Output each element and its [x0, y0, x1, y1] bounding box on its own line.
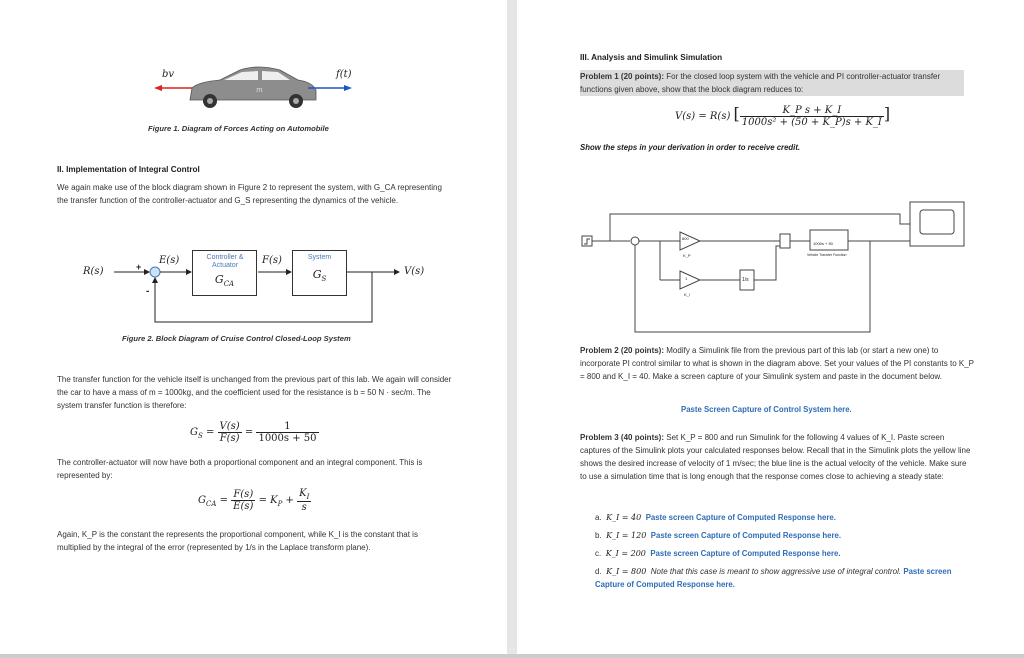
vehicle-tf-value: 1000s + 50 [813, 241, 833, 246]
summing-junction [150, 267, 160, 277]
figure-1-caption: Figure 1. Diagram of Forces Acting on Automobile [148, 124, 329, 133]
gca-subscript: CA [223, 280, 235, 289]
kp-gain-block [680, 232, 700, 250]
vehicle-tf-label: Vehicle Transfer Function [807, 253, 847, 257]
kp-gain-value: 800 [682, 236, 689, 241]
document-page-right [517, 0, 1024, 658]
controller-actuator-block [192, 250, 257, 296]
r-signal-label: R(s) [83, 266, 104, 277]
ki-gain-value: 1 [685, 276, 688, 281]
system-block-label: System [307, 254, 332, 261]
figure-2-caption: Figure 2. Block Diagram of Cruise Control Closed-Loop System [122, 334, 351, 343]
section-2-intro: We again make use of the block diagram shown in Figure 2 to represent the system, with G_CA representing the transfer function of the controller-actuator and G_S representing the dynamics of the vehicle. [57, 183, 442, 205]
sim-sum-block [631, 237, 639, 245]
bottom-scrollbar[interactable] [0, 654, 1024, 658]
kp-gain-label: K_P [683, 253, 691, 258]
show-steps-note: Show the steps in your derivation in order to receive credit. [580, 143, 801, 152]
controller-block-label: Controller & Actuator [206, 254, 244, 269]
problem-3-text: Problem 3 (40 points): Set K_P = 800 and run Simulink for the following 4 values of K_I. Paste screen captures of the Simulink plots your calculated responses below. Recall that in the Simulink plots the yellow line shows the desired increase of velocity of 1 m/sec; the blue line is the actual velocity of the vehicle. Make sure to use a simulation time that is long enough that the response comes close to achieving a steady state: [580, 433, 971, 481]
transfer-function-text: The transfer function for the vehicle itself is unchanged from the previous part of this lab. We again will consider the car to have a mass of m = 1000kg, and the coefficient used for the resistance is b = 50 N · sec/m. The system transfer function is therefore: [57, 375, 452, 410]
section-2-heading: II. Implementation of Integral Control [57, 165, 200, 174]
minus-sign: - [146, 286, 150, 297]
v-signal-label: V(s) [404, 266, 425, 277]
system-block [292, 250, 347, 296]
problem-2-text: Problem 2 (20 points): Modify a Simulink file from the previous part of this lab (or start a new one) to incorporate PI control similar to what is shown in the diagram above. Set your values of the PI constants to K_P = 800 and K_I = 40. Make a screen capture of your Simulink system and paste in the document below. [580, 346, 974, 381]
paste-response-link-c[interactable]: Paste screen Capture of Computed Response here. [650, 549, 841, 558]
problem-1-text: Problem 1 (20 points): For the closed loop system with the vehicle and PI controller-actuator transfer functions given above, show that the block diagram reduces to: [580, 70, 964, 96]
e-signal-label: E(s) [159, 255, 180, 266]
controller-text: The controller-actuator will now have both a proportional component and an integral component. This is represented by: [57, 458, 423, 480]
ki-item-b: b. K_I = 120 Paste screen Capture of Computed Response here. [595, 531, 841, 540]
gs-subscript: S [321, 275, 327, 284]
paste-response-link-d[interactable]: Paste screen Capture of Computed Response here. [595, 567, 952, 589]
again-text: Again, K_P is the constant the represents the proportional component, while K_I is the constant that is multiplied by the integral of the error (represented by 1/s in the Laplace transform plane). [57, 530, 418, 552]
ft-label: f(t) [336, 69, 352, 80]
ki-item-a: a. K_I = 40 Paste screen Capture of Computed Response here. [595, 513, 836, 522]
ki-gain-label: K_I [684, 292, 691, 297]
vehicle-tf-block [810, 230, 848, 250]
gs-equation: $G_S$ = $\frac{V(s)}{F(s)}$ = $\frac{1}{1000s + 50}$ [190, 421, 317, 444]
mass-label: m [256, 86, 263, 94]
ki-gain-block [680, 271, 700, 289]
simulink-diagram [580, 194, 980, 340]
section-3-heading: III. Analysis and Simulink Simulation [580, 53, 723, 62]
ki-item-d: d. K_I = 800 Note that this case is meant to show aggressive use of integral control. Paste screen Capture of Computed Response here. [595, 567, 952, 589]
car-force-diagram [140, 58, 370, 120]
gca-equation: $G_{CA}$ = $\frac{F(s)}{E(s)}$ = $K_P$ + $\frac{K_I}{s}$ [198, 488, 310, 513]
bv-label: bv [162, 69, 175, 80]
paste-control-system-link[interactable]: Paste Screen Capture of Control System here. [681, 405, 852, 414]
sim-add-block [780, 234, 790, 248]
f-signal-label: F(s) [262, 255, 282, 266]
closed-loop-equation: V(s) = R(s) [ $\frac{\text{K\_P s + K\_I}}{\text{1000s² + (50 + K\_P)s + K\_I}}$ ] [675, 104, 891, 128]
gs-symbol: G [312, 268, 322, 281]
document-page-left [0, 0, 507, 658]
paste-response-link-a[interactable]: Paste screen Capture of Computed Response here. [645, 513, 836, 522]
plus-sign: + [136, 262, 142, 272]
integrator-label: 1/s [742, 277, 749, 283]
ki-item-c: c. K_I = 200 Paste screen Capture of Computed Response here. [595, 549, 841, 558]
gca-symbol: G [214, 273, 224, 286]
paste-response-link-b[interactable]: Paste screen Capture of Computed Response here. [650, 531, 841, 540]
ki-item-d-note: Note that this case is meant to show aggressive use of integral control. [650, 567, 902, 576]
